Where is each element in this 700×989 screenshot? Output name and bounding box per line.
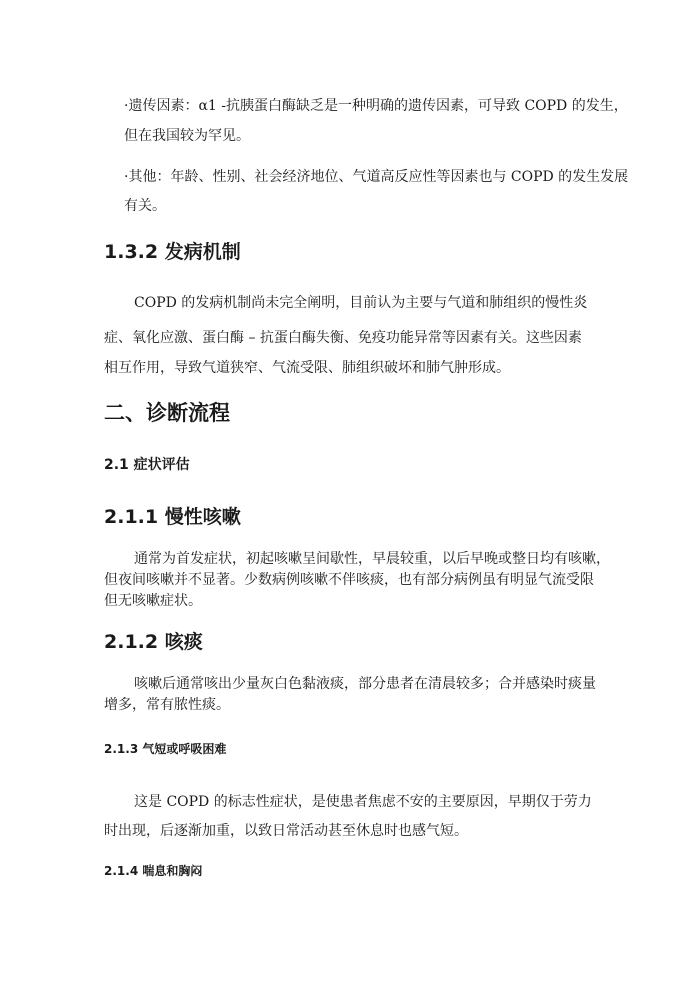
other-factors-line-2: 有关。	[124, 198, 166, 214]
heading-section-2: 二、诊断流程	[104, 400, 230, 425]
dyspnea-line-2: 时出现，后逐渐加重，以致日常活动甚至休息时也感气短。	[104, 823, 468, 839]
cough-line-1: 通常为首发症状，初起咳嗽呈间歇性，早晨较重，以后早晚或整日均有咳嗽，	[134, 551, 610, 567]
other-factors-line-1: ·其他：年龄、性别、社会经济地位、气道高反应性等因素也与 COPD 的发生发展	[124, 169, 629, 185]
mechanism-line-2: 症、氧化应激、蛋白酶 – 抗蛋白酶失衡、免疫功能异常等因素有关。这些因素	[104, 330, 582, 346]
heading-1-3-2: 1.3.2 发病机制	[104, 241, 241, 263]
mechanism-line-3: 相互作用，导致气道狭窄、气流受限、肺组织破坏和肺气肿形成。	[104, 360, 510, 376]
heading-2-1-4: 2.1.4 喘息和胸闷	[104, 864, 203, 878]
genetic-factors-line-1: ·遗传因素：α1 -抗胰蛋白酶缺乏是一种明确的遗传因素，可导致 COPD 的发生，	[124, 98, 628, 114]
cough-line-2: 但夜间咳嗽并不显著。少数病例咳嗽不伴咳痰，也有部分病例虽有明显气流受限	[104, 572, 594, 588]
heading-2-1-1: 2.1.1 慢性咳嗽	[104, 506, 241, 528]
sputum-line-2: 增多，常有脓性痰。	[104, 697, 230, 713]
cough-line-3: 但无咳嗽症状。	[104, 593, 202, 609]
genetic-factors-line-2: 但在我国较为罕见。	[124, 128, 250, 144]
heading-2-1: 2.1 症状评估	[104, 457, 190, 473]
heading-2-1-2: 2.1.2 咳痰	[104, 631, 203, 653]
dyspnea-line-1: 这是 COPD 的标志性症状，是使患者焦虑不安的主要原因，早期仅于劳力	[134, 794, 592, 810]
mechanism-line-1: COPD 的发病机制尚未完全阐明，目前认为主要与气道和肺组织的慢性炎	[134, 295, 588, 311]
heading-2-1-3: 2.1.3 气短或呼吸困难	[104, 742, 227, 756]
sputum-line-1: 咳嗽后通常咳出少量灰白色黏液痰，部分患者在清晨较多；合并感染时痰量	[134, 676, 596, 692]
